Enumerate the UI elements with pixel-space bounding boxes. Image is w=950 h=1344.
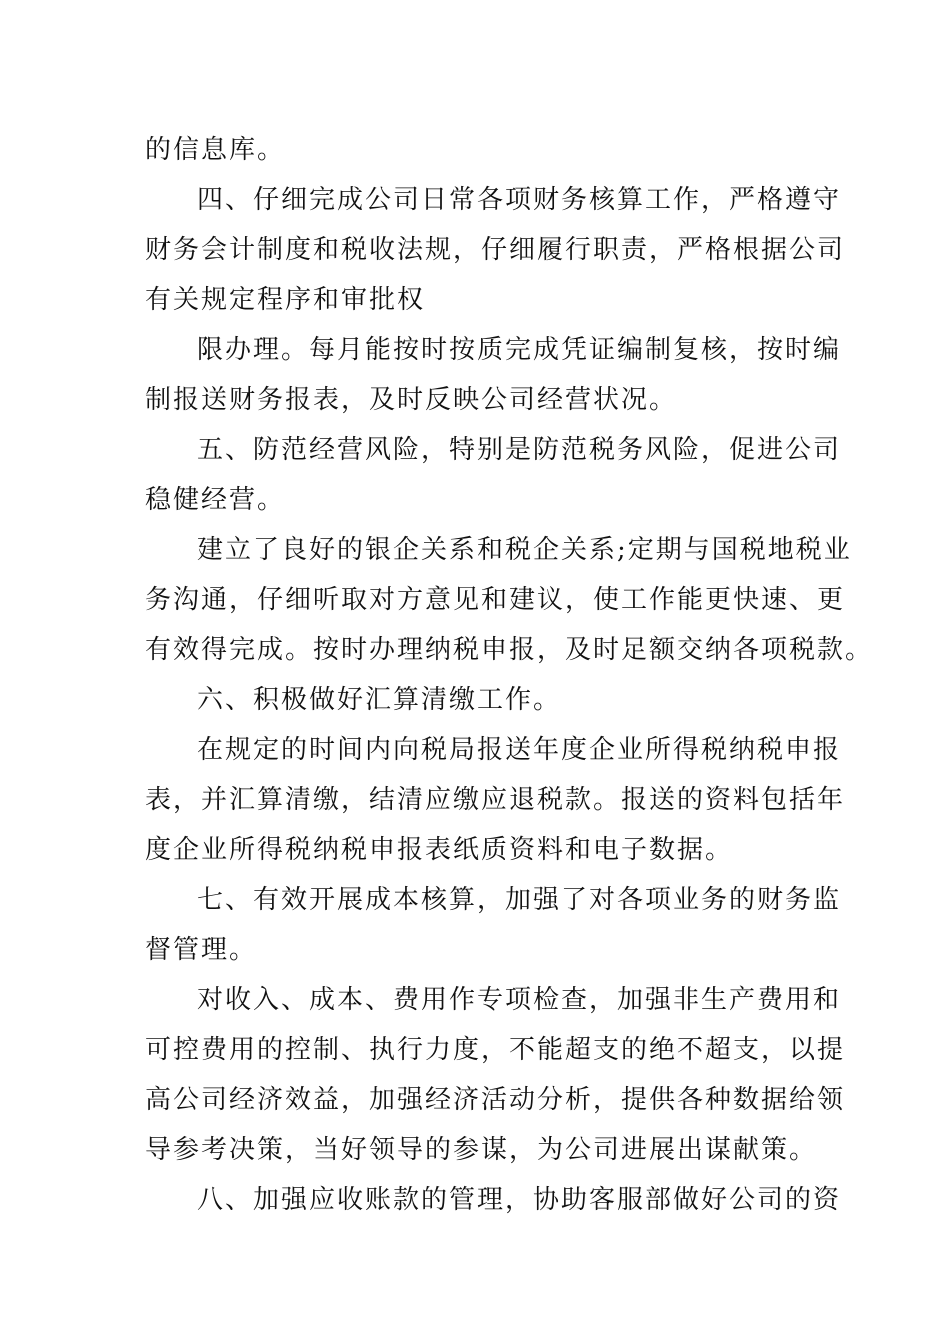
text-line: 限办理。每月能按时按质完成凭证编制复核，按时编 — [197, 335, 842, 365]
text-line: 财务会计制度和税收法规，仔细履行职责，严格根据公司 — [145, 235, 846, 265]
text-line: 七、有效开展成本核算，加强了对各项业务的财务监 — [197, 885, 842, 915]
text-line: 高公司经济效益，加强经济活动分析，提供各种数据给领 — [145, 1085, 846, 1115]
text-line: 可控费用的控制、执行力度，不能超支的绝不超支，以提 — [145, 1035, 846, 1065]
text-line: 在规定的时间内向税局报送年度企业所得税纳税申报 — [197, 735, 842, 765]
text-line: 稳健经营。 — [145, 485, 286, 515]
text-line: 督管理。 — [145, 935, 258, 965]
text-line: 导参考决策，当好领导的参谋，为公司进展出谋献策。 — [145, 1135, 818, 1165]
text-line: 的信息库。 — [145, 135, 286, 165]
text-line: 制报送财务报表，及时反映公司经营状况。 — [145, 385, 678, 415]
text-line: 建立了良好的银企关系和税企关系;定期与国税地税业 — [197, 535, 852, 565]
text-line: 务沟通，仔细听取对方意见和建议，使工作能更快速、更 — [145, 585, 846, 615]
text-line: 表，并汇算清缴，结清应缴应退税款。报送的资料包括年 — [145, 785, 846, 815]
text-line: 对收入、成本、费用作专项检查，加强非生产费用和 — [197, 985, 842, 1015]
text-line: 度企业所得税纳税申报表纸质资料和电子数据。 — [145, 835, 734, 865]
text-line: 五、防范经营风险，特别是防范税务风险，促进公司 — [197, 435, 842, 465]
text-line: 有关规定程序和审批权 — [145, 285, 426, 315]
text-line: 六、积极做好汇算清缴工作。 — [197, 685, 562, 715]
text-line: 八、加强应收账款的管理，协助客服部做好公司的资 — [197, 1185, 842, 1215]
text-line: 有效得完成。按时办理纳税申报，及时足额交纳各项税款。 — [145, 635, 874, 665]
text-line: 四、仔细完成公司日常各项财务核算工作，严格遵守 — [197, 185, 842, 215]
